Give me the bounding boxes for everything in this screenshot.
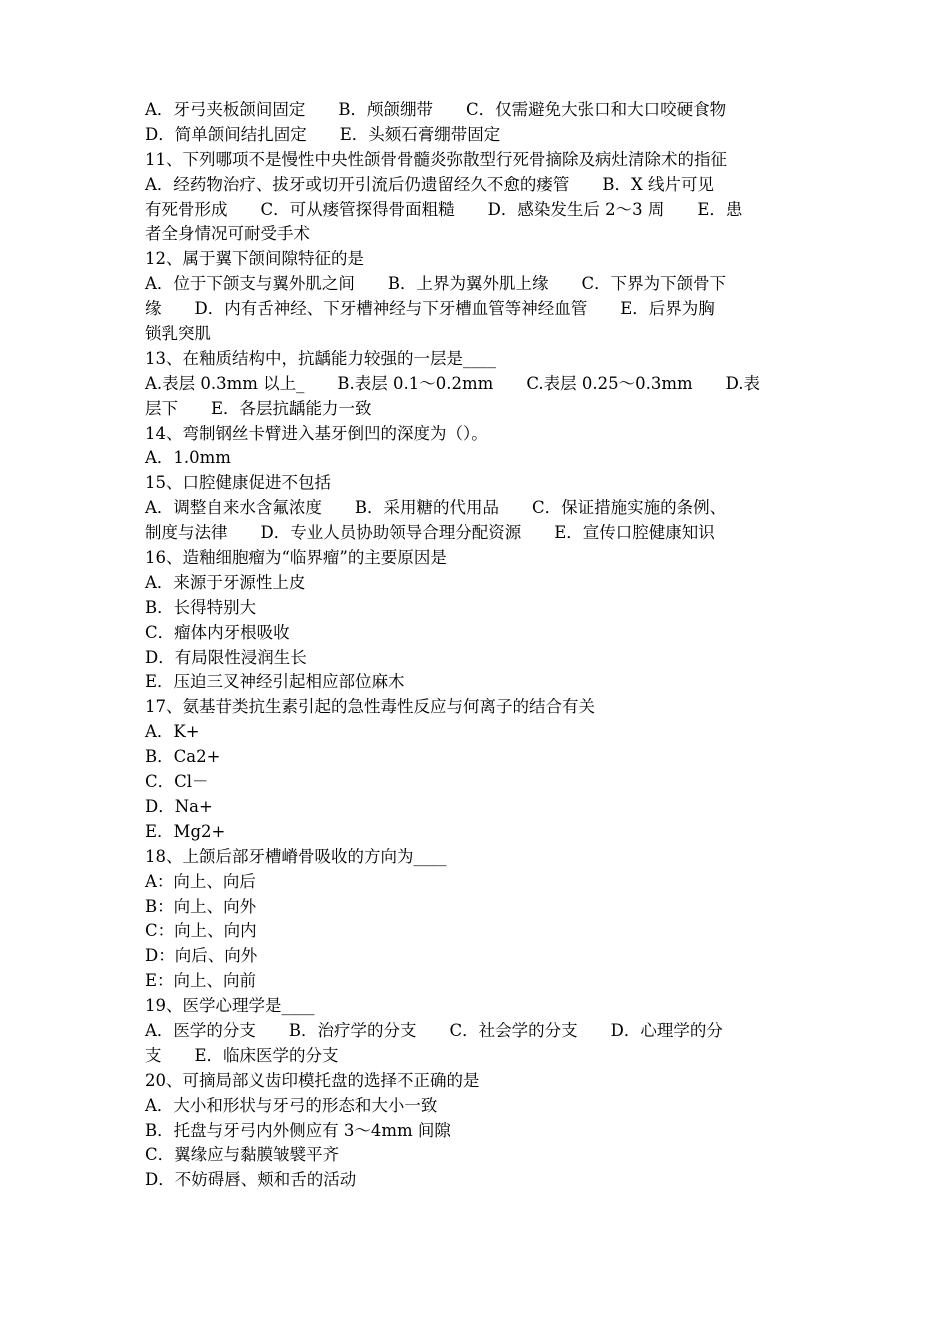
question-20: 20、可摘局部义齿印模托盘的选择不正确的是: [145, 1070, 480, 1090]
text-line: 锁乳突肌: [145, 324, 211, 344]
text-line: 有死骨形成 C．可从瘘管探得骨面粗糙 D．感染发生后 2～3 周 E．患: [145, 199, 743, 219]
text-line: C：向上、向内: [145, 921, 257, 941]
text-line: A．1.0mm: [145, 448, 231, 468]
text-line: 支 E．临床医学的分支: [145, 1045, 339, 1065]
text-line: D．简单颌间结扎固定 E．头颏石膏绷带固定: [145, 124, 501, 144]
question-11: 11、下列哪项不是慢性中央性颌骨骨髓炎弥散型行死骨摘除及病灶清除术的指征: [145, 149, 727, 169]
text-line: 者全身情况可耐受手术: [145, 224, 310, 244]
question-18: 18、上颌后部牙槽嵴骨吸收的方向为____: [145, 846, 447, 866]
text-line: A．调整自来水含氟浓度 B．采用糖的代用品 C．保证措施实施的条例、: [145, 498, 727, 518]
text-line: A.表层 0.3mm 以上_ B.表层 0.1～0.2mm C.表层 0.25～0.3mm D.表: [145, 373, 761, 393]
question-13: 13、在釉质结构中，抗龋能力较强的一层是____: [145, 348, 496, 368]
text-line: D．有局限性浸润生长: [145, 647, 307, 667]
document-body: [145, 98, 810, 1193]
text-line: B．Ca2+: [145, 747, 221, 767]
text-line: C．Cl－: [145, 772, 209, 792]
text-line: D：向后、向外: [145, 946, 258, 966]
text-line: A．大小和形状与牙弓的形态和大小一致: [145, 1095, 438, 1115]
text-line: C．翼缘应与黏膜皱襞平齐: [145, 1145, 340, 1165]
text-line: A．K+: [145, 722, 200, 742]
text-line: A．位于下颌支与翼外肌之间 B．上界为翼外肌上缘 C．下界为下颌骨下: [145, 274, 727, 294]
text-line: A：向上、向后: [145, 871, 256, 891]
text-line: B．托盘与牙弓内外侧应有 3～4mm 间隙: [145, 1120, 451, 1140]
text-line: 缘 D．内有舌神经、下牙槽神经与下牙槽血管等神经血管 E．后界为胸: [145, 299, 715, 319]
question-16: 16、造釉细胞瘤为“临界瘤”的主要原因是: [145, 548, 447, 568]
text-line: D．Na+: [145, 796, 213, 816]
text-line: C．瘤体内牙根吸收: [145, 622, 290, 642]
text-line: D．不妨碍唇、颊和舌的活动: [145, 1170, 357, 1190]
question-15: 15、口腔健康促进不包括: [145, 473, 331, 493]
question-17: 17、氨基苷类抗生素引起的急性毒性反应与何离子的结合有关: [145, 697, 595, 717]
text-line: E．压迫三叉神经引起相应部位麻木: [145, 672, 405, 692]
question-12: 12、属于翼下颌间隙特征的是: [145, 249, 364, 269]
text-line: 制度与法律 D．专业人员协助领导合理分配资源 E．宣传口腔健康知识: [145, 523, 715, 543]
text-line: E．Mg2+: [145, 821, 226, 841]
text-line: A．来源于牙源性上皮: [145, 572, 306, 592]
text-line: A．牙弓夹板颌间固定 B．颅颌绷带 C．仅需避免大张口和大口咬硬食物: [145, 100, 727, 119]
question-14: 14、弯制钢丝卡臂进入基牙倒凹的深度为（）。: [145, 423, 488, 443]
question-19: 19、医学心理学是____: [145, 996, 315, 1016]
text-line: A．医学的分支 B．治疗学的分支 C．社会学的分支 D．心理学的分: [145, 1020, 723, 1040]
text-line: B：向上、向外: [145, 896, 257, 916]
text-line: 层下 E．各层抗龋能力一致: [145, 398, 372, 418]
text-line: E：向上、向前: [145, 971, 257, 991]
text-line: B．长得特别大: [145, 597, 257, 617]
text-line: A．经药物治疗、拔牙或切开引流后仍遗留经久不愈的瘘管 B．X 线片可见: [145, 174, 715, 194]
